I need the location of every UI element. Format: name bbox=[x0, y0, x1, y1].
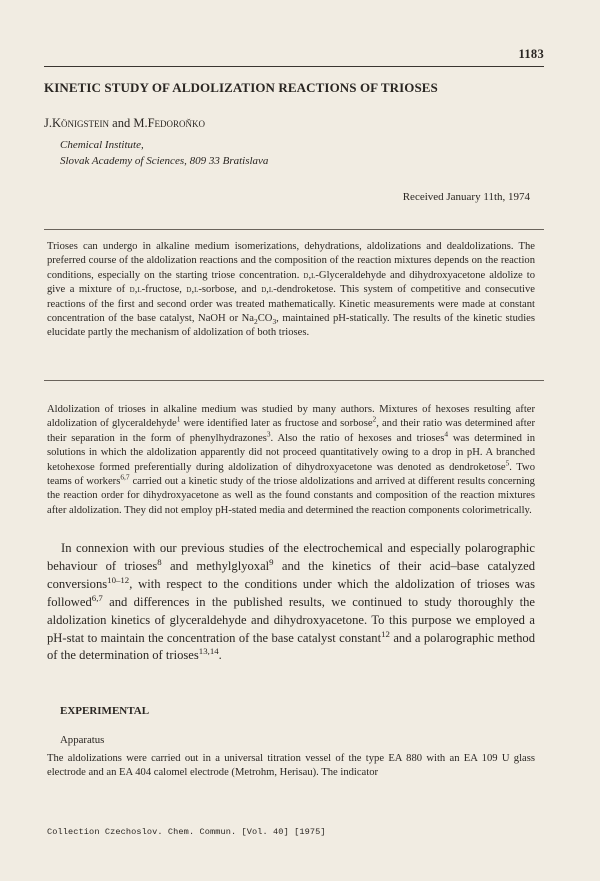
body-text: , with respect to the conditions under which the aldolization of trioses was followed bbox=[47, 576, 535, 609]
abstract-rule-bottom bbox=[44, 380, 544, 381]
citation-ref: 8 bbox=[157, 556, 162, 567]
abstract-text: -fructose, bbox=[141, 284, 187, 296]
subscript: 2 bbox=[254, 317, 258, 327]
body-text: was determined in solutions in which the aldolization apparently did not proceed quantitatively owing to a drop in pH. A branched ketohexose formed preferentially during aldolization of dihydroxyacetone was denoted as dendroketose bbox=[47, 432, 535, 473]
page-number: 1183 bbox=[518, 47, 544, 61]
affiliation-line-2: Slovak Academy of Sciences, 809 33 Bratislava bbox=[60, 155, 269, 167]
affiliation bbox=[60, 137, 268, 169]
author-1-name: Königstein bbox=[52, 116, 110, 130]
author-2-initial: M. bbox=[133, 116, 148, 130]
body-text: and differences in the published results, we continued to study thoroughly the aldolization kinetics of glyceraldehyde and dihydroxyacetone. To this purpose we employed a pH-stat to maintain the concentration of the base catalyst constant bbox=[47, 594, 535, 645]
abstract-text: -dendroketose. This system of competitive and consecutive reactions of the first and second order was treated mathematically. Kinetic measurements were made at constant concentration of the base catalyst, NaOH or Na bbox=[47, 284, 535, 325]
abstract-dl-prefix: d,l bbox=[261, 284, 274, 296]
intro-paragraph bbox=[47, 403, 535, 518]
abstract-text: CO bbox=[257, 313, 273, 325]
abstract-text: -sorbose, and bbox=[198, 284, 262, 296]
citation-ref: 13,14 bbox=[198, 646, 219, 657]
citation-ref: 5 bbox=[505, 458, 510, 468]
authors bbox=[44, 116, 205, 131]
body-text: and a polarographic method of the determination of trioses bbox=[47, 630, 535, 663]
section-heading-experimental: EXPERIMENTAL bbox=[60, 705, 150, 717]
body-text: and methylglyoxal bbox=[161, 558, 270, 573]
abstract-dl-prefix: d,l bbox=[129, 284, 142, 296]
body-text: were identified later as fructose and sorbose bbox=[180, 418, 373, 430]
body-text: . Two teams of workers bbox=[47, 461, 535, 488]
citation-ref: 10–12 bbox=[107, 574, 130, 585]
body-text: . bbox=[218, 648, 222, 663]
citation-ref: 9 bbox=[269, 556, 274, 567]
abstract-dl-prefix: d,l bbox=[303, 269, 316, 281]
journal-footer: Collection Czechoslov. Chem. Commun. [Vol. 40] [1975] bbox=[47, 827, 326, 837]
body-text: , and their ratio was determined after their separation in the form of phenylhydrazones bbox=[47, 418, 535, 444]
body-text: In connexion with our previous studies of the electrochemical and especially polarographic behaviour of trioses bbox=[47, 541, 535, 573]
apparatus-paragraph: The aldolizations were carried out in a universal titration vessel of the type EA 880 with an EA 109 U glass electrode and an EA 404 calomel electrode (Metrohm, Herisau). The indicator bbox=[47, 753, 535, 779]
citation-ref: 1 bbox=[176, 414, 181, 424]
citation-ref: 4 bbox=[444, 429, 449, 439]
authors-and: and bbox=[112, 116, 131, 130]
abstract-text: -Glyceraldehyde and dihydroxyacetone aldolize to give a mixture of bbox=[47, 269, 535, 296]
affiliation-line-1: Chemical Institute, bbox=[60, 139, 144, 151]
header-rule bbox=[44, 66, 544, 67]
body-text: and the kinetics of their acid–base catalyzed conversions bbox=[47, 558, 535, 591]
author-1-initial: J. bbox=[44, 116, 52, 130]
citation-ref: 6,7 bbox=[91, 592, 103, 603]
abstract-rule-top bbox=[44, 229, 544, 230]
connexion-paragraph bbox=[47, 540, 535, 665]
body-text: . Also the ratio of hexoses and trioses bbox=[270, 432, 445, 444]
body-text: Aldolization of trioses in alkaline medium was studied by many authors. Mixtures of hexoses resulting after aldolization of glyceraldehyde bbox=[47, 404, 535, 430]
citation-ref: 2 bbox=[372, 414, 377, 424]
article-title: KINETIC STUDY OF ALDOLIZATION REACTIONS OF TRIOSES bbox=[44, 80, 438, 95]
received-date: Received January 11th, 1974 bbox=[402, 191, 530, 203]
author-2-name: Fedoroňko bbox=[147, 116, 206, 130]
abstract-text: Trioses can undergo in alkaline medium isomerizations, dehydrations, aldolizations and dealdolizations. The preferred course of the aldolization reactions and the composition of the reaction mixtures depends on the reaction conditions, especially on the starting triose concentration. bbox=[47, 241, 535, 281]
body-text: carried out a kinetic study of the triose aldolizations and arrived at different results concerning the reaction order for dihydroxyacetone as well as the found constants and composition of the reaction mixtures after aldolization. They did not employ pH-stated media and determined the reaction components colorimetrically. bbox=[47, 476, 535, 516]
abstract bbox=[47, 240, 535, 341]
abstract-text: , maintained pH-statically. The results of the kinetic studies elucidate partly the mechanism of aldolization of both trioses. bbox=[47, 313, 535, 339]
citation-ref: 12 bbox=[381, 628, 390, 639]
citation-ref: 6,7 bbox=[120, 472, 130, 482]
subsection-heading-apparatus: Apparatus bbox=[60, 734, 105, 746]
subscript: 3 bbox=[272, 317, 277, 327]
citation-ref: 3 bbox=[266, 429, 271, 439]
abstract-dl-prefix: d,l bbox=[186, 284, 199, 296]
